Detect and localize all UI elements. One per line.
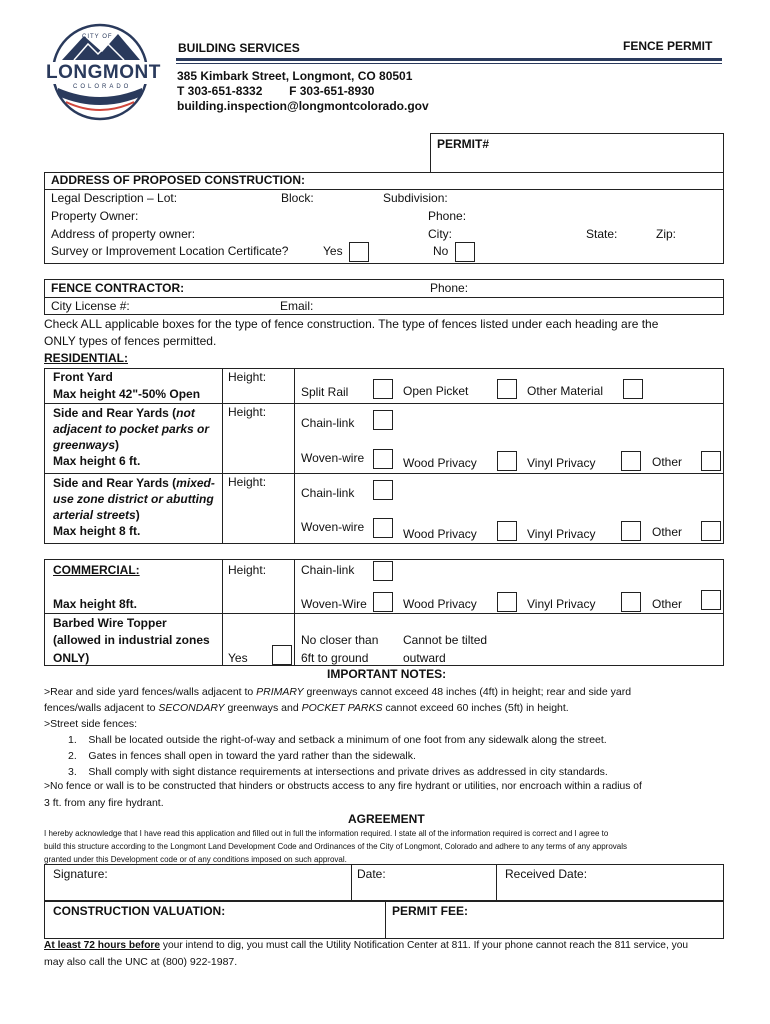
com-other-label: Other <box>652 597 683 611</box>
com-chain-link-checkbox[interactable] <box>373 561 393 581</box>
res-row2 <box>44 473 724 474</box>
side-vinyl-privacy-checkbox[interactable] <box>621 451 641 471</box>
side-chain-link-checkbox[interactable] <box>373 410 393 430</box>
agreement-line1: I hereby acknowledge that I have read this application and filled out in full the information required. I state all of the information required is correct and I agree to <box>44 829 609 838</box>
commercial-max: Max height 8ft. <box>53 597 138 611</box>
res-row1 <box>44 403 724 404</box>
no-closer-line1: No closer than <box>301 633 379 647</box>
sig-col1 <box>351 864 352 901</box>
date-label: Date: <box>357 867 386 881</box>
logo-name: LONGMONT <box>46 62 161 83</box>
mixed-woven-wire-checkbox[interactable] <box>373 518 393 538</box>
other-material-label: Other Material <box>527 384 604 398</box>
mixed-wood-privacy-label: Wood Privacy <box>403 527 477 541</box>
legal-description-label: Legal Description – Lot: <box>51 191 178 205</box>
survey-no-checkbox[interactable] <box>455 242 475 262</box>
split-rail-label: Split Rail <box>301 385 349 399</box>
mixed-woven-wire-label: Woven-wire <box>301 520 365 534</box>
header-rule-thin <box>176 63 722 64</box>
front-yard-max: Max height 42"-50% Open <box>53 387 201 401</box>
res-col1 <box>222 368 223 544</box>
logo-state: COLORADO <box>73 84 132 90</box>
signature-field[interactable] <box>120 866 348 899</box>
side-wood-privacy-label: Wood Privacy <box>403 456 477 470</box>
residential-heading: RESIDENTIAL: <box>44 351 128 365</box>
office-email: building.inspection@longmontcolorado.gov <box>177 99 429 113</box>
front-height-label: Height: <box>228 370 267 384</box>
office-address: 385 Kimbark Street, Longmont, CO 80501 <box>177 69 413 83</box>
side-vinyl-privacy-label: Vinyl Privacy <box>527 456 596 470</box>
mixed-chain-link-checkbox[interactable] <box>373 480 393 500</box>
agreement-line3: granted under this Development code or of any conditions imposed on such approval. <box>44 855 347 864</box>
com-wood-privacy-checkbox[interactable] <box>497 592 517 612</box>
com-chain-link-label: Chain-link <box>301 563 355 577</box>
date-field[interactable] <box>395 866 493 899</box>
owner-phone-label: Phone: <box>428 209 467 223</box>
mixed-other-checkbox[interactable] <box>701 521 721 541</box>
barbed-yes-checkbox[interactable] <box>272 645 292 665</box>
state-label: State: <box>586 227 618 241</box>
no-closer-line2: 6ft to ground <box>301 651 369 665</box>
zip-label: Zip: <box>656 227 677 241</box>
com-vinyl-privacy-checkbox[interactable] <box>621 592 641 612</box>
note-hydrant-line1: >No fence or wall is to be constructed that hinders or obstructs access to any fire hydrant or utilities, nor encroach within a radius of <box>44 781 642 792</box>
barbed-wire-title: Barbed Wire Topper <box>53 616 167 630</box>
contractor-heading: FENCE CONTRACTOR: <box>51 281 185 295</box>
city-label: City: <box>428 227 452 241</box>
side-rear-title: Side and Rear Yards (not adjacent to pocket parks or greenways) Max height 6 ft. <box>53 406 210 468</box>
open-picket-label: Open Picket <box>403 384 469 398</box>
agreement-line2: build this structure according to the Longmont Land Development Code and Ordinances of the City of Longmont, Colorado and adhere to any terms of any approvals <box>44 842 628 851</box>
barbed-wire-note2: ONLY) <box>53 651 90 665</box>
agreement-heading: AGREEMENT <box>348 812 425 826</box>
mixed-vinyl-privacy-checkbox[interactable] <box>621 521 641 541</box>
com-wood-privacy-label: Wood Privacy <box>403 597 477 611</box>
instructions-line1: Check ALL applicable boxes for the type of fence construction. The type of fences listed under each heading are the <box>44 317 659 331</box>
mixed-chain-link-label: Chain-link <box>301 486 355 500</box>
note-street-side: >Street side fences: <box>44 718 138 730</box>
permit-number-label: PERMIT# <box>437 137 490 151</box>
note-item-3: 3. Shall comply with sight distance requirements at intersections and private drives as addressed in city standards. <box>68 766 608 778</box>
tilt-line1: Cannot be tilted <box>403 633 488 647</box>
commercial-heading: COMMERCIAL: <box>53 563 140 577</box>
front-yard-title: Front Yard <box>53 370 113 384</box>
construction-valuation-label: CONSTRUCTION VALUATION: <box>53 904 226 918</box>
office-phone: T 303-651-8332 F 303-651-8930 <box>177 84 375 98</box>
res-col2 <box>294 368 295 544</box>
survey-yes-checkbox[interactable] <box>349 242 369 262</box>
side-height-label: Height: <box>228 405 267 419</box>
owner-address-label: Address of property owner: <box>51 227 196 241</box>
split-rail-checkbox[interactable] <box>373 379 393 399</box>
tilt-line2: outward <box>403 651 446 665</box>
note-item-1: 1. Shall be located outside the right-of-way and setback a minimum of one foot from any sidewalk along the street. <box>68 734 607 746</box>
signature-label: Signature: <box>53 867 108 881</box>
side-woven-wire-label: Woven-wire <box>301 451 365 465</box>
contractor-phone-label: Phone: <box>430 281 469 295</box>
contractor-divider <box>44 297 724 298</box>
mixed-vinyl-privacy-label: Vinyl Privacy <box>527 527 596 541</box>
contractor-email-label: Email: <box>280 299 314 313</box>
instructions-line2: ONLY types of fences permitted. <box>44 334 217 348</box>
city-license-label: City License #: <box>51 299 130 313</box>
utility-notice-line2: may also call the UNC at (800) 922-1987. <box>44 956 238 968</box>
side-other-label: Other <box>652 455 683 469</box>
com-woven-wire-checkbox[interactable] <box>373 592 393 612</box>
note-item-2: 2. Gates in fences shall open in toward the yard rather than the sidewalk. <box>68 750 416 762</box>
survey-yes-label: Yes <box>323 244 343 258</box>
mixed-other-label: Other <box>652 525 683 539</box>
property-owner-label: Property Owner: <box>51 209 139 223</box>
mixed-height-label: Height: <box>228 475 267 489</box>
com-row1 <box>44 613 724 614</box>
sig-col2 <box>496 864 497 901</box>
utility-notice-line1: At least 72 hours before your intend to dig, you must call the Utility Notification Center at 811. If your phone cannot reach the 811 service, you <box>44 940 689 951</box>
commercial-height-label: Height: <box>228 563 267 577</box>
com-woven-wire-label: Woven-Wire <box>301 597 367 611</box>
side-woven-wire-checkbox[interactable] <box>373 449 393 469</box>
side-other-checkbox[interactable] <box>701 451 721 471</box>
header-rule <box>176 58 722 61</box>
note-greenways-line2: fences/walls adjacent to SECONDARY greenways and POCKET PARKS cannot exceed 60 inches (5ft) in height. <box>44 702 569 714</box>
survey-question: Survey or Improvement Location Certificate? <box>51 244 289 258</box>
barbed-wire-note1: (allowed in industrial zones <box>53 633 210 647</box>
construction-divider <box>44 189 724 190</box>
subdivision-label: Subdivision: <box>383 191 448 205</box>
permit-fee-label: PERMIT FEE: <box>392 904 469 918</box>
received-date-label: Received Date: <box>505 867 588 881</box>
form-title: FENCE PERMIT <box>623 39 713 53</box>
note-greenways-line1: >Rear and side yard fences/walls adjacent to PRIMARY greenways cannot exceed 48 inches (4ft) in height; rear and side yard <box>44 686 632 698</box>
val-col1 <box>385 901 386 939</box>
mixed-wood-privacy-checkbox[interactable] <box>497 521 517 541</box>
mixed-use-title: Side and Rear Yards (mixed-use zone district or abutting arterial streets) Max height 8 ft. <box>53 476 215 538</box>
open-picket-checkbox[interactable] <box>497 379 517 399</box>
other-material-checkbox[interactable] <box>623 379 643 399</box>
construction-heading: ADDRESS OF PROPOSED CONSTRUCTION: <box>51 173 306 187</box>
note-hydrant-line2: 3 ft. from any fire hydrant. <box>44 797 164 809</box>
side-wood-privacy-checkbox[interactable] <box>497 451 517 471</box>
notes-heading: IMPORTANT NOTES: <box>327 667 447 681</box>
block-label: Block: <box>281 191 314 205</box>
survey-no-label: No <box>433 244 449 258</box>
side-chain-link-label: Chain-link <box>301 416 355 430</box>
dept-name: BUILDING SERVICES <box>178 41 300 55</box>
com-vinyl-privacy-label: Vinyl Privacy <box>527 597 596 611</box>
logo-top: CITY OF <box>82 34 113 40</box>
barbed-yes-label: Yes <box>228 651 248 665</box>
com-other-checkbox[interactable] <box>701 590 721 610</box>
